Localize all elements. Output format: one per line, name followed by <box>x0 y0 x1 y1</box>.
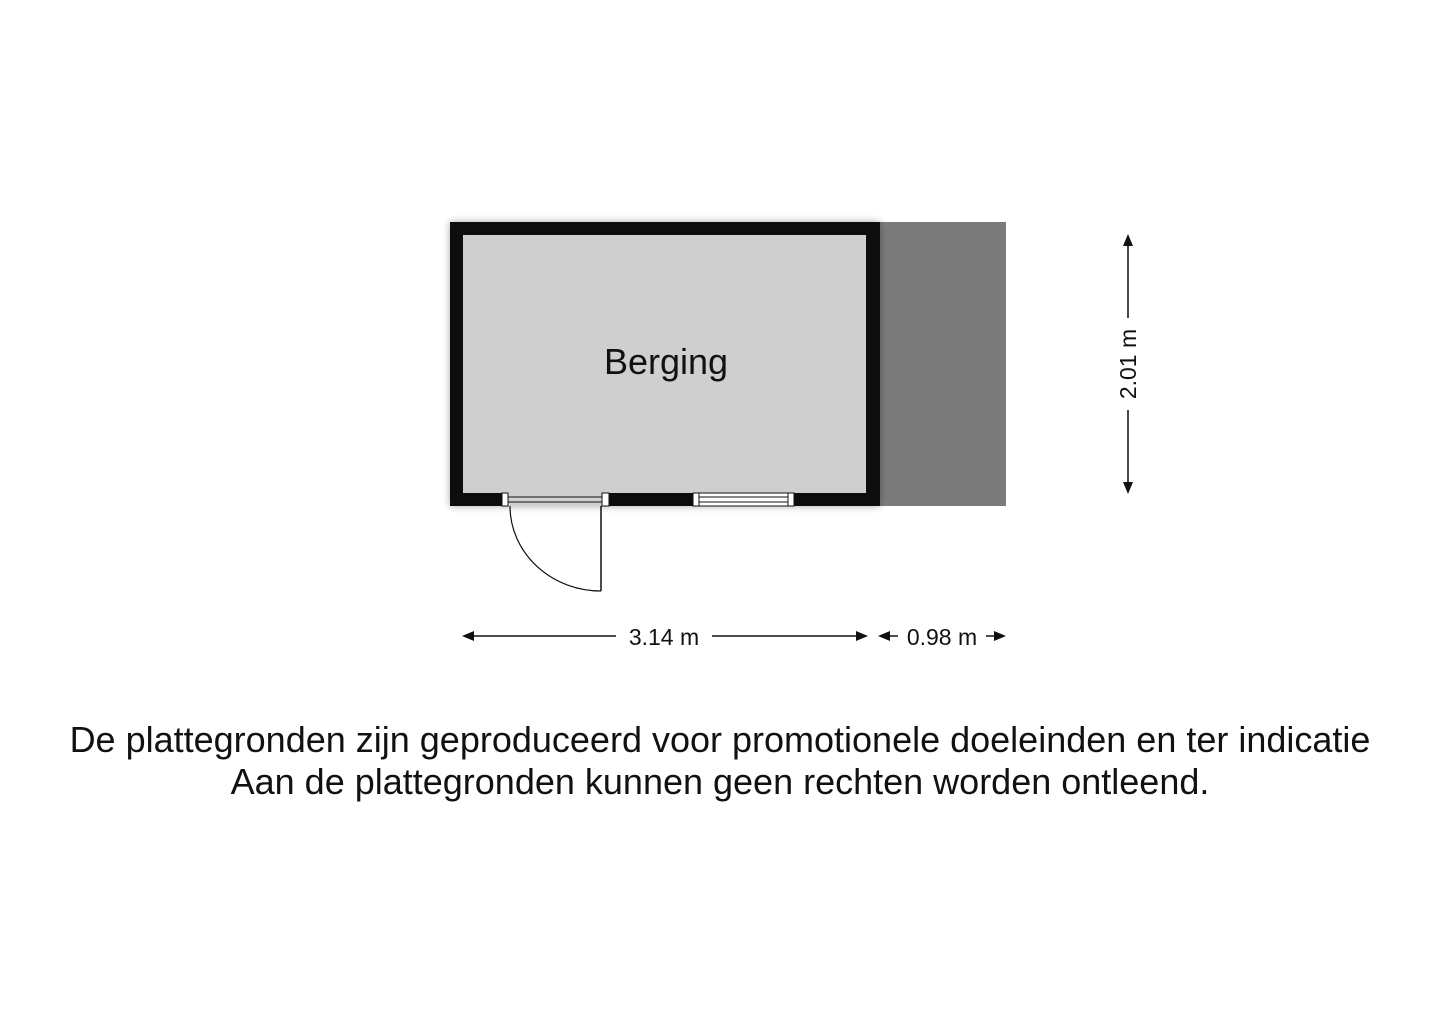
dimension-width-label: 3.14 m <box>628 624 700 650</box>
annex-area <box>878 222 1006 506</box>
arrow-down-icon <box>1123 482 1133 494</box>
window-jamb-left <box>693 493 699 506</box>
room-label: Berging <box>603 341 729 382</box>
arrow-right-icon <box>856 631 868 641</box>
dimension-height <box>1115 234 1141 494</box>
arrow-up-icon <box>1123 234 1133 246</box>
wall-left <box>450 222 463 506</box>
window <box>693 493 794 506</box>
window-jamb-right <box>788 493 794 506</box>
arrow-right-icon <box>994 631 1006 641</box>
door-jamb-left <box>502 493 508 506</box>
wall-top <box>450 222 880 235</box>
wall-bottom-right <box>794 493 880 506</box>
disclaimer-line-2: Aan de plattegronden kunnen geen rechten worden ontleend. <box>230 761 1210 802</box>
window-frame <box>693 493 794 506</box>
dimension-extra-width <box>878 624 1006 650</box>
wall-bottom-mid <box>609 493 693 506</box>
arrow-left-icon <box>462 631 474 641</box>
arrow-left-icon <box>878 631 890 641</box>
wall-bottom-left <box>450 493 502 506</box>
dimension-extra-width-label: 0.98 m <box>906 624 978 650</box>
door <box>502 493 609 591</box>
door-swing-arc <box>510 506 601 591</box>
disclaimer-line-1: De plattegronden zijn geproduceerd voor promotionele doeleinden en ter indicatie <box>69 719 1371 760</box>
dimension-height-label: 2.01 m <box>1115 328 1141 400</box>
wall-right <box>866 222 880 506</box>
door-jamb-right <box>602 493 609 506</box>
dimension-width <box>462 624 868 650</box>
